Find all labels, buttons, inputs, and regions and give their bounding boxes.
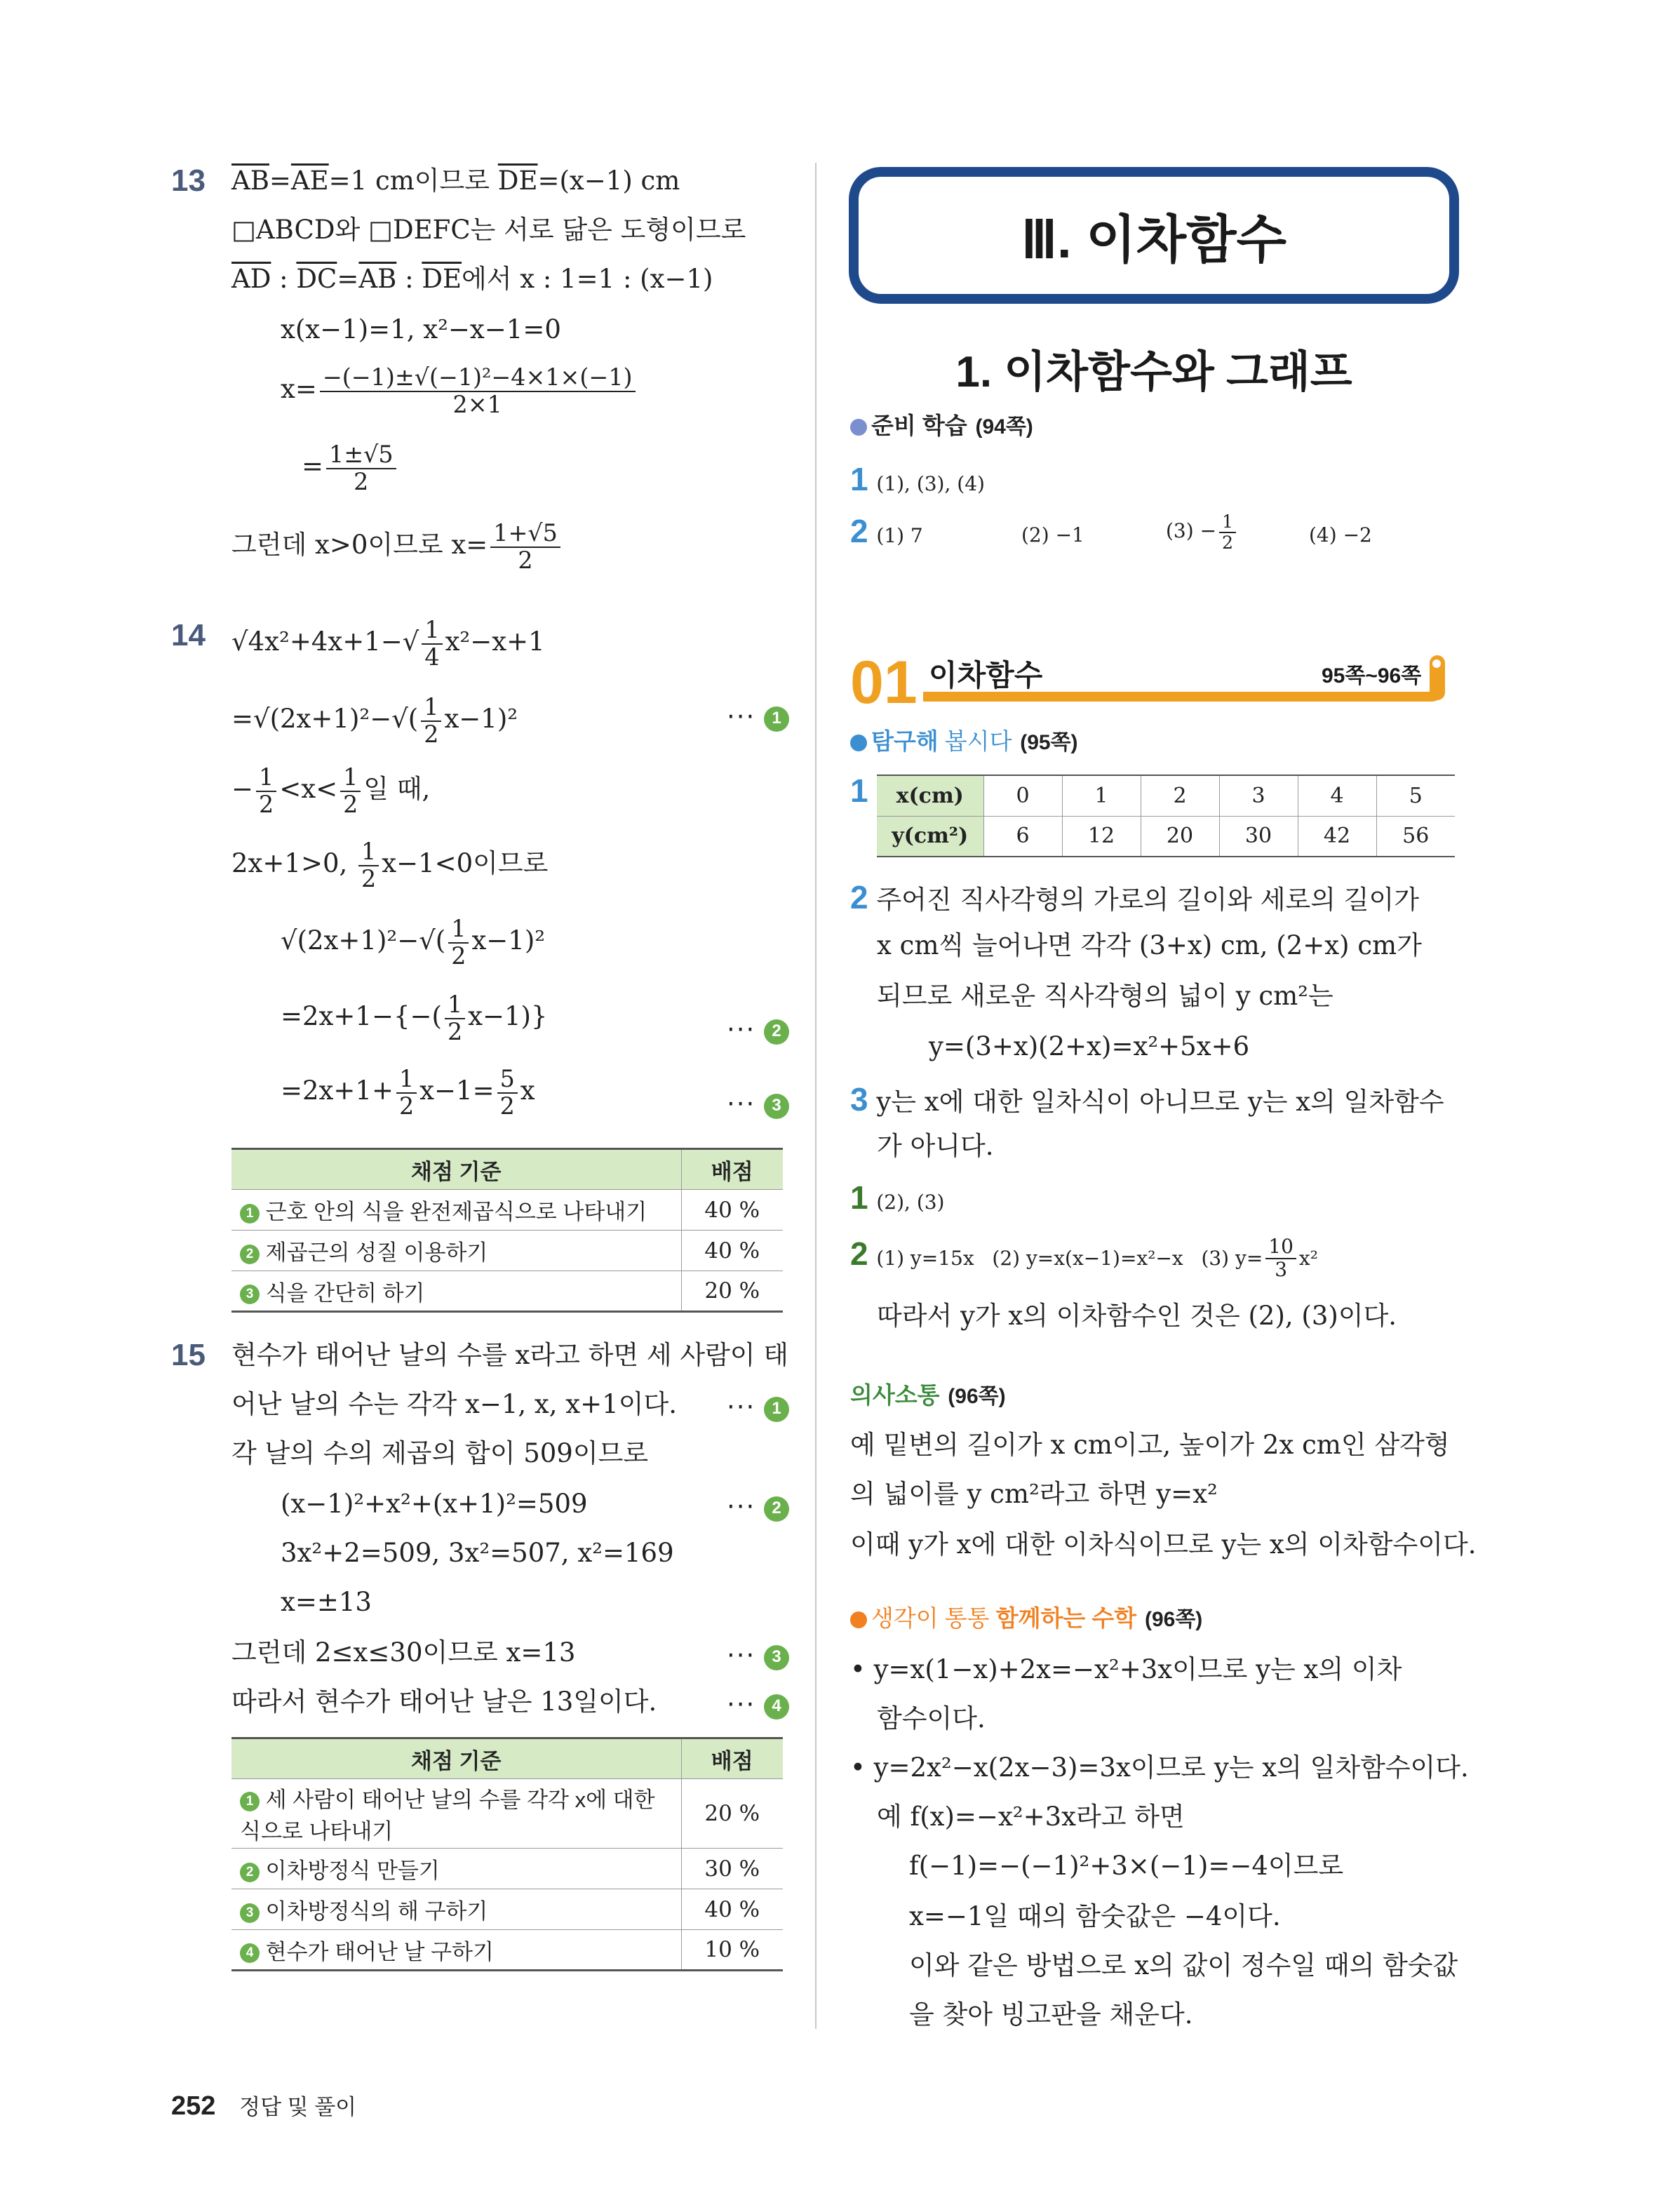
frac-num: 1: [448, 916, 469, 944]
p14-line6: [281, 992, 548, 1045]
comm-line3: 이때 y가 x에 대한 이차식이므로 y는 x의 이차함수이다.: [850, 1529, 1477, 1560]
frac-num: 1: [340, 765, 361, 792]
criterion-text: 제곱근의 성질 이용하기: [265, 1240, 488, 1265]
rubric-criterion: [231, 1889, 681, 1930]
p14-frac2: [421, 695, 441, 747]
q2-b: (2) y=x(x−1)=x²−x: [992, 1247, 1183, 1270]
rubric-row: [231, 1190, 783, 1231]
frac-num: 1: [445, 992, 465, 1019]
frac-num: 1: [256, 765, 276, 792]
table-cell: 30: [1219, 816, 1298, 857]
frac-den: 2: [424, 720, 439, 748]
p13-fraction2: [326, 442, 396, 495]
table-cell: 3: [1219, 775, 1298, 816]
p14-frac3: [256, 765, 276, 817]
answer-number: 1: [850, 772, 868, 809]
rubric-score: 20 %: [681, 1271, 783, 1312]
answer-number: 2: [850, 879, 868, 916]
dots: ···: [727, 1640, 756, 1670]
table-cell: 0: [983, 775, 1062, 816]
p14-l7b: x−1=: [419, 1075, 495, 1106]
explore-label-2: 봅시다: [938, 728, 1012, 754]
rubric-header: [231, 1149, 783, 1190]
p14-l5b: x−1)²: [471, 925, 546, 956]
page-number: 252: [171, 2091, 216, 2121]
answer-c-pre: (3) −: [1166, 519, 1217, 543]
problem-13-number: 13: [171, 163, 206, 198]
p13-seg-ab: $\overline{AB}$: [231, 166, 269, 196]
p15-line3: 각 날의 수의 제곱의 합이 509이므로: [231, 1438, 649, 1468]
ex2-line4: y=(3+x)(2+x)=x²+5x+6: [929, 1031, 1250, 1061]
prep-heading: [850, 410, 1033, 441]
bullet-dot-icon: [850, 735, 867, 751]
p13-line7: [231, 521, 563, 573]
p13-conclusion: 그런데 x>0이므로 x=: [231, 530, 488, 561]
table-cell: 12: [1062, 816, 1141, 857]
p14-l5a: √(2x+1)²−√(: [281, 925, 446, 956]
p15-line2: 어난 날의 수는 각각 x−1, x, x+1이다.: [231, 1389, 677, 1419]
math-line2: 함수이다.: [877, 1703, 986, 1734]
p13-line5: [281, 365, 638, 417]
p13-seg-dc: $\overline{DC}$: [296, 264, 337, 294]
column-divider: [815, 163, 817, 2029]
ex2-line1: [850, 878, 1419, 917]
p13-text: =1 cm이므로: [328, 166, 498, 196]
p13-eq: =: [269, 166, 291, 196]
rubric-score-header: 배점: [681, 1149, 783, 1190]
rubric-score: 10 %: [681, 1930, 783, 1971]
unit-underline: [923, 692, 1442, 702]
rubric-criterion: [231, 1930, 681, 1971]
p14-frac1: [422, 617, 442, 670]
answer-text: (1), (3), (4): [876, 472, 985, 495]
p13-x-eq: x=: [281, 374, 317, 405]
circle-2-badge: 2: [240, 1863, 260, 1882]
criterion-text: 세 사람이 태어난 날의 수를 각각 x에 대한 식으로 나타내기: [240, 1788, 655, 1844]
math-line3: • y=2x²−x(2x−3)=3x이므로 y는 x의 일차함수이다.: [850, 1752, 1469, 1783]
comm-label: 의사소통: [850, 1382, 940, 1408]
p13-fraction3: [490, 521, 560, 573]
circle-3-badge: 3: [240, 1903, 260, 1923]
p14-l6a: =2x+1−{−(: [281, 1001, 442, 1032]
frac-den: 2: [361, 864, 377, 892]
bullet-dot-icon: [850, 1611, 867, 1628]
comm-heading: [850, 1379, 1006, 1410]
criterion-text: 근호 안의 식을 완전제곱식으로 나타내기: [265, 1200, 647, 1224]
p13-eq3: =: [302, 451, 324, 482]
p14-line1: [231, 617, 545, 670]
bullet-dot-icon: [850, 419, 867, 436]
q2-line2: 따라서 y가 x의 이차함수인 것은 (2), (3)이다.: [877, 1301, 1397, 1331]
section-title: 1. 이차함수와 그래프: [955, 348, 1352, 396]
ex2-line3: 되므로 새로운 직사각형의 넓이 y cm²는: [877, 981, 1333, 1011]
frac-den: 2: [518, 546, 533, 574]
p13-seg-ad: $\overline{AD}$: [231, 264, 271, 294]
q2-a: (1) y=15x: [876, 1247, 974, 1270]
p15-mark2: [727, 1492, 789, 1522]
rubric-criterion: [231, 1779, 681, 1849]
prep-answer-1: [850, 460, 985, 499]
rubric-score: 20 %: [681, 1779, 783, 1849]
frac-num: 1: [396, 1066, 417, 1094]
rubric-criteria-header: 채점 기준: [231, 1149, 681, 1190]
p14-l4b: x−1<0이므로: [382, 848, 549, 879]
frac-den: 2: [343, 790, 358, 818]
table-cell: 6: [983, 816, 1062, 857]
p14-l2b: x−1)²: [444, 704, 518, 735]
p15-line4: (x−1)²+x²+(x+1)²=509: [281, 1489, 588, 1519]
p14-l3a: −: [231, 774, 254, 805]
page-footer: [171, 2091, 356, 2123]
dots: ···: [727, 1089, 756, 1119]
rubric-row: [231, 1231, 783, 1271]
p14-l6b: x−1)}: [468, 1001, 548, 1032]
circle-1-badge: 1: [764, 706, 789, 732]
p15-line5: 3x²+2=509, 3x²=507, x²=169: [281, 1538, 674, 1568]
p13-colon: :: [271, 264, 297, 294]
answer-c: [1166, 512, 1239, 552]
p14-frac4: [340, 765, 361, 817]
p13-text2: =(x−1) cm: [537, 166, 680, 196]
p14-rubric-table: [231, 1148, 783, 1313]
q2-c-post: x²: [1298, 1247, 1318, 1270]
math-line5: f(−1)=−(−1)²+3×(−1)=−4이므로: [909, 1851, 1344, 1881]
p14-l3c: 일 때,: [363, 774, 431, 805]
p14-root-sign: √: [402, 626, 419, 657]
explore-label-1: 탐구해: [871, 728, 939, 754]
p13-line2: □ABCD와 □DEFC는 서로 닮은 도형이므로: [231, 215, 746, 245]
rubric-row: [231, 1889, 783, 1930]
p13-line4: x(x−1)=1, x²−x−1=0: [281, 314, 561, 344]
p14-frac5: [358, 839, 379, 892]
rubric-criteria-header: 채점 기준: [231, 1738, 681, 1779]
frac-num: 5: [497, 1066, 518, 1094]
circle-2-badge: 2: [764, 1019, 789, 1045]
rubric-header: [231, 1738, 783, 1779]
ex1-number: [850, 772, 868, 810]
dots: ···: [727, 702, 756, 732]
frac-num: 10: [1265, 1236, 1296, 1259]
frac-den: 2: [354, 467, 369, 495]
chapter-title: Ⅲ. 이차함수: [1021, 210, 1287, 269]
comm-page: (96쪽): [948, 1385, 1006, 1408]
answer-number: 1: [850, 461, 868, 497]
p13-eq2: =: [337, 264, 359, 294]
p13-fraction: [320, 365, 636, 417]
ex3-text: y는 x에 대한 일차식이 아니므로 y는 x의 일차함수: [876, 1087, 1444, 1117]
math-label-3: 수학: [1085, 1605, 1137, 1631]
frac-num: 1: [421, 695, 441, 722]
p15-line1: 현수가 태어난 날의 수를 x라고 하면 세 사람이 태: [231, 1340, 789, 1370]
circle-3-badge: 3: [240, 1285, 260, 1304]
circle-2-badge: 2: [240, 1245, 260, 1264]
p14-rest: x²−x+1: [445, 626, 545, 657]
answer-number: 1: [850, 1179, 868, 1216]
table-row-x: [877, 775, 1455, 816]
circle-4-badge: 4: [240, 1943, 260, 1963]
p14-line5: [281, 916, 545, 969]
table-cell: 56: [1376, 816, 1455, 857]
answer-d: (4) −2: [1309, 523, 1372, 547]
p15-line8: 따라서 현수가 태어난 날은 13일이다.: [231, 1687, 657, 1717]
math-heading: [850, 1602, 1202, 1633]
math-line8: 을 찾아 빙고판을 채운다.: [909, 1999, 1193, 2030]
prep-answer-2: [850, 512, 923, 551]
circle-3-badge: 3: [764, 1645, 789, 1670]
explore-heading: [850, 725, 1078, 756]
unit-hook-dot: [1432, 659, 1441, 668]
dots: ···: [727, 1689, 756, 1720]
p14-frac6: [448, 916, 469, 969]
p14-l3b: <x<: [279, 774, 338, 805]
p13-seg-de: $\overline{DE}$: [497, 166, 538, 196]
rubric-row: [231, 1779, 783, 1849]
prep-page: (94쪽): [975, 415, 1033, 438]
circle-1-badge: 1: [240, 1204, 260, 1224]
frac-num: −(−1)±√(−1)²−4×1×(−1): [320, 365, 636, 392]
rubric-criterion: [231, 1271, 681, 1312]
p14-frac8: [396, 1066, 417, 1119]
rubric-row: [231, 1849, 783, 1889]
circle-3-badge: 3: [764, 1094, 789, 1119]
rubric-score-header: 배점: [681, 1738, 783, 1779]
frac-num: 1+√5: [490, 521, 560, 548]
circle-2-badge: 2: [764, 1496, 789, 1522]
rubric-score: 40 %: [681, 1889, 783, 1930]
dots: ···: [727, 1392, 756, 1422]
p13-colon2: :: [396, 264, 422, 294]
dots: ···: [727, 1014, 756, 1045]
q1-answer: [850, 1179, 944, 1217]
p13-text3: 에서 x : 1=1 : (x−1): [462, 264, 713, 294]
table-header-x: x(cm): [877, 775, 983, 816]
criterion-text: 식을 간단히 하기: [265, 1280, 425, 1306]
table-cell: 1: [1062, 775, 1141, 816]
p15-line7: 그런데 2≤x≤30이므로 x=13: [231, 1637, 576, 1668]
p13-line6: [302, 442, 399, 495]
p15-rubric-table: [231, 1737, 783, 1971]
ex3-line2: 가 아니다.: [877, 1131, 994, 1161]
frac-den: 2: [447, 1017, 463, 1045]
p13-seg-ab2: $\overline{AB}$: [358, 264, 397, 294]
answer-b: (2) −1: [1021, 523, 1084, 547]
rubric-row: [231, 1930, 783, 1971]
p15-mark4: [727, 1689, 789, 1720]
rubric-score: 30 %: [681, 1849, 783, 1889]
unit-header: [850, 649, 1460, 716]
ex3-line1: [850, 1080, 1444, 1119]
rubric-score: 40 %: [681, 1190, 783, 1231]
p14-minus: −: [380, 626, 403, 657]
p14-l7a: =2x+1+: [281, 1075, 394, 1106]
p14-l2a: =√(2x+1)²−√(: [231, 704, 419, 735]
frac-den: 4: [424, 643, 440, 671]
unit-pages: 95쪽~96쪽: [1322, 664, 1422, 688]
table-cell: 20: [1141, 816, 1219, 857]
rubric-criterion: [231, 1190, 681, 1231]
chapter-title-box: [849, 167, 1459, 304]
table-cell: 4: [1298, 775, 1376, 816]
rubric-criterion: [231, 1231, 681, 1271]
p13-seg-de2: $\overline{DE}$: [422, 264, 462, 294]
p15-line6: x=±13: [281, 1587, 372, 1617]
problem-15-number: 15: [171, 1338, 206, 1372]
p14-root1: √4x²+4x+1: [231, 626, 381, 657]
rubric-row: [231, 1271, 783, 1312]
math-line1: • y=x(1−x)+2x=−x²+3x이므로 y는 x의 이차: [850, 1654, 1402, 1684]
ex2-text: 주어진 직사각형의 가로의 길이와 세로의 길이가: [876, 885, 1420, 915]
math-line4: 예 f(x)=−x²+3x라고 하면: [877, 1802, 1185, 1832]
p15-mark1: [727, 1392, 789, 1423]
table-header-y: y(cm²): [877, 816, 983, 857]
p14-frac7: [445, 992, 465, 1045]
ex2-line2: x cm씩 늘어나면 각각 (3+x) cm, (2+x) cm가: [877, 930, 1422, 960]
frac-num: 1: [358, 839, 379, 866]
table-cell: 5: [1376, 775, 1455, 816]
math-label-2: 함께하는: [995, 1605, 1086, 1631]
rubric-criterion: [231, 1849, 681, 1889]
answer-text: (2), (3): [876, 1191, 945, 1214]
p14-mark3: [727, 1089, 789, 1120]
p14-frac9: [497, 1066, 518, 1119]
frac-num: 1±√5: [326, 442, 396, 469]
criterion-text: 이차방정식 만들기: [265, 1858, 440, 1883]
ex1-table: [877, 775, 1455, 857]
q2-c-pre: (3) y=: [1201, 1247, 1263, 1270]
circle-4-badge: 4: [764, 1694, 789, 1720]
p13-seg-ae: $\overline{AE}$: [290, 166, 329, 196]
answer-number: 2: [850, 1235, 868, 1272]
dots: ···: [727, 1492, 756, 1522]
answer-number: 2: [850, 513, 868, 549]
criterion-text: 이차방정식의 해 구하기: [265, 1899, 488, 1924]
p14-l7c: x: [520, 1075, 535, 1106]
prep-label: 준비 학습: [871, 413, 967, 438]
frac-den: 2: [398, 1092, 415, 1120]
unit-number: 01: [850, 649, 918, 716]
table-cell: 42: [1298, 816, 1376, 857]
answer-c-frac: [1219, 512, 1236, 552]
q2-c-frac: [1265, 1236, 1296, 1281]
math-line7: 이와 같은 방법으로 x의 값이 정수일 때의 함숫값: [909, 1950, 1458, 1980]
comm-line2: 의 넓이를 y cm²라고 하면 y=x²: [850, 1479, 1218, 1509]
circle-1-badge: 1: [240, 1792, 260, 1811]
q2-answer: [850, 1235, 1318, 1280]
footer-title: 정답 및 풀이: [239, 2095, 357, 2119]
frac-den: 2: [1222, 532, 1234, 553]
p14-line4: [231, 839, 548, 892]
frac-num: 1: [422, 617, 442, 645]
answer-number: 3: [850, 1081, 868, 1118]
p14-line7: [281, 1066, 535, 1119]
p14-mark1: [727, 702, 789, 732]
problem-14-number: 14: [171, 618, 206, 652]
p14-line3: [231, 765, 430, 817]
comm-line1: 예 밑변의 길이가 x cm이고, 높이가 2x cm인 삼각형: [850, 1430, 1450, 1460]
answer-a: (1) 7: [876, 524, 923, 547]
p13-line3: [231, 264, 713, 295]
frac-den: 2: [499, 1092, 515, 1120]
p14-mark2: [727, 1014, 789, 1045]
math-line6: x=−1일 때의 함숫값은 −4이다.: [909, 1901, 1281, 1931]
frac-den: 3: [1275, 1257, 1288, 1281]
unit-title: 이차함수: [929, 659, 1043, 692]
frac-num: 1: [1219, 512, 1236, 533]
p13-line1: [231, 166, 680, 196]
math-page: (96쪽): [1144, 1608, 1203, 1631]
p15-mark3: [727, 1640, 789, 1671]
p14-line2: [231, 695, 518, 747]
explore-page: (95쪽): [1020, 731, 1078, 754]
table-row-y: [877, 816, 1455, 857]
math-label-1: 생각이 통통: [871, 1605, 996, 1631]
criterion-text: 현수가 태어난 날 구하기: [265, 1939, 494, 1964]
frac-den: 2×1: [452, 390, 502, 418]
rubric-score: 40 %: [681, 1231, 783, 1271]
circle-1-badge: 1: [764, 1397, 789, 1422]
table-cell: 2: [1141, 775, 1219, 816]
frac-den: 2: [259, 790, 274, 818]
frac-den: 2: [451, 941, 466, 970]
p14-l4a: 2x+1>0,: [231, 848, 356, 879]
